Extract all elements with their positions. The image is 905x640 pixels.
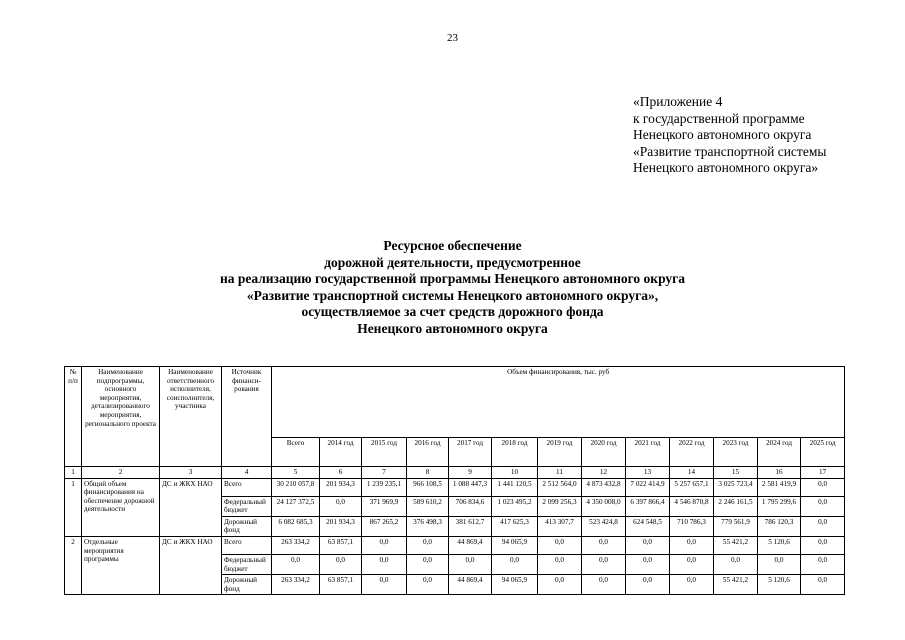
value-cell: 4 873 432,8 — [582, 478, 626, 496]
row-source: Федеральный бюджет — [222, 554, 272, 574]
value-cell: 1 239 235,1 — [362, 478, 407, 496]
row-number: 2 — [65, 536, 82, 594]
value-cell: 966 108,5 — [407, 478, 449, 496]
value-cell: 0,0 — [362, 536, 407, 554]
value-cell: 0,0 — [758, 554, 801, 574]
table-body — [65, 467, 845, 595]
appendix-line: «Развитие транспортной системы — [633, 143, 827, 159]
value-cell: 263 334,2 — [272, 536, 320, 554]
year-header: 2014 год — [320, 438, 362, 467]
row-source: Дорожный фонд — [222, 575, 272, 595]
value-cell: 3 025 723,4 — [714, 478, 758, 496]
value-cell: 0,0 — [362, 575, 407, 595]
value-cell: 44 869,4 — [449, 575, 492, 595]
title-line: Ненецкого автономного округа — [357, 320, 548, 336]
column-number: 6 — [320, 467, 362, 479]
column-number: 16 — [758, 467, 801, 479]
value-cell: 0,0 — [538, 554, 582, 574]
value-cell: 201 934,3 — [320, 478, 362, 496]
value-cell: 376 498,3 — [407, 516, 449, 536]
value-cell: 371 969,9 — [362, 496, 407, 516]
value-cell: 5 120,6 — [758, 536, 801, 554]
value-cell: 2 581 419,9 — [758, 478, 801, 496]
title-line: осуществляемое за счет средств дорожного фонда — [301, 304, 604, 319]
value-cell: 0,0 — [582, 554, 626, 574]
value-cell: 0,0 — [801, 516, 845, 536]
year-header: 2023 год — [714, 438, 758, 467]
column-number: 4 — [222, 467, 272, 479]
value-cell: 55 421,2 — [714, 575, 758, 595]
column-number: 7 — [362, 467, 407, 479]
column-number: 5 — [272, 467, 320, 479]
year-header: 2025 год — [801, 438, 845, 467]
value-cell: 0,0 — [626, 554, 670, 574]
value-cell: 0,0 — [492, 554, 538, 574]
value-cell: 0,0 — [670, 536, 714, 554]
year-header: 2019 год — [538, 438, 582, 467]
value-cell: 0,0 — [801, 478, 845, 496]
value-cell: 0,0 — [582, 575, 626, 595]
value-cell: 0,0 — [670, 554, 714, 574]
column-number: 12 — [582, 467, 626, 479]
row-source: Дорожный фонд — [222, 516, 272, 536]
value-cell: 24 127 372,5 — [272, 496, 320, 516]
column-number: 2 — [82, 467, 160, 479]
row-source: Всего — [222, 478, 272, 496]
table-row — [65, 536, 845, 554]
value-cell: 5 120,6 — [758, 575, 801, 595]
year-header: 2024 год — [758, 438, 801, 467]
appendix-line: Ненецкого автономного округа» — [633, 160, 819, 175]
title-line: на реализацию государственной программы Ненецкого автономного округа — [219, 271, 686, 286]
value-cell: 0,0 — [801, 554, 845, 574]
column-number: 15 — [714, 467, 758, 479]
row-responsible: ДС и ЖКХ НАО — [160, 478, 222, 536]
appendix-line: Ненецкого автономного округа — [633, 127, 812, 142]
value-cell: 0,0 — [538, 536, 582, 554]
header-funding: Объем финансирования, тыс. руб — [272, 367, 845, 438]
appendix-line: «Приложение 4 — [633, 94, 723, 109]
row-name: Общий объем финансирования на обеспечение дорожной деятельности — [82, 478, 160, 536]
value-cell: 94 065,9 — [492, 536, 538, 554]
row-source: Федеральный бюджет — [222, 496, 272, 516]
value-cell: 413 307,7 — [538, 516, 582, 536]
value-cell: 30 210 057,8 — [272, 478, 320, 496]
value-cell: 0,0 — [407, 554, 449, 574]
header-num: № п/п — [65, 367, 82, 467]
value-cell: 201 934,3 — [320, 516, 362, 536]
value-cell: 624 548,5 — [626, 516, 670, 536]
year-header: Всего — [272, 438, 320, 467]
value-cell: 4 546 870,8 — [670, 496, 714, 516]
column-number: 17 — [801, 467, 845, 479]
column-number: 13 — [626, 467, 670, 479]
value-cell: 0,0 — [714, 554, 758, 574]
year-header: 2015 год — [362, 438, 407, 467]
value-cell: 417 625,3 — [492, 516, 538, 536]
year-header: 2018 год — [492, 438, 538, 467]
value-cell: 0,0 — [801, 575, 845, 595]
value-cell: 0,0 — [407, 575, 449, 595]
header-responsible: Наименование ответственного исполнителя, соисполнителя, участника — [160, 367, 222, 467]
value-cell: 5 257 657,1 — [670, 478, 714, 496]
value-cell: 44 869,4 — [449, 536, 492, 554]
value-cell: 0,0 — [407, 536, 449, 554]
value-cell: 0,0 — [362, 554, 407, 574]
year-header: 2017 год — [449, 438, 492, 467]
column-number: 1 — [65, 467, 82, 479]
column-number: 11 — [538, 467, 582, 479]
value-cell: 4 350 008,0 — [582, 496, 626, 516]
row-number: 1 — [65, 478, 82, 536]
value-cell: 523 424,8 — [582, 516, 626, 536]
column-numbers-row — [65, 467, 845, 479]
value-cell: 0,0 — [582, 536, 626, 554]
value-cell: 867 265,2 — [362, 516, 407, 536]
value-cell: 0,0 — [801, 536, 845, 554]
value-cell: 63 857,1 — [320, 575, 362, 595]
value-cell: 710 786,3 — [670, 516, 714, 536]
year-header: 2016 год — [407, 438, 449, 467]
appendix-line: к государственной программе — [633, 110, 805, 126]
value-cell: 0,0 — [538, 575, 582, 595]
value-cell: 2 099 256,3 — [538, 496, 582, 516]
document-title — [0, 238, 905, 337]
column-number: 3 — [160, 467, 222, 479]
page-number: 23 — [447, 32, 458, 44]
value-cell: 94 065,9 — [492, 575, 538, 595]
appendix-note — [633, 94, 826, 177]
header-name: Наименование подпрограммы, основного мероприятия, детализированного мероприятия, регионального проекта — [82, 367, 160, 467]
value-cell: 63 857,1 — [320, 536, 362, 554]
year-header: 2020 год — [582, 438, 626, 467]
value-cell: 589 610,2 — [407, 496, 449, 516]
value-cell: 2 512 564,0 — [538, 478, 582, 496]
value-cell: 1 023 495,2 — [492, 496, 538, 516]
column-number: 10 — [492, 467, 538, 479]
value-cell: 0,0 — [272, 554, 320, 574]
value-cell: 6 082 685,3 — [272, 516, 320, 536]
row-responsible: ДС и ЖКХ НАО — [160, 536, 222, 594]
value-cell: 1 441 120,5 — [492, 478, 538, 496]
title-line: дорожной деятельности, предусмотренное — [324, 254, 581, 270]
title-line: Ресурсное обеспечение — [383, 238, 522, 253]
value-cell: 1 088 447,3 — [449, 478, 492, 496]
value-cell: 786 120,3 — [758, 516, 801, 536]
row-source: Всего — [222, 536, 272, 554]
row-name: Отдельные мероприятия программы — [82, 536, 160, 594]
header-source: Источник финанси-рования — [222, 367, 272, 467]
value-cell: 55 421,2 — [714, 536, 758, 554]
year-header: 2022 год — [670, 438, 714, 467]
value-cell: 7 022 414,9 — [626, 478, 670, 496]
funding-table — [64, 366, 845, 595]
value-cell: 0,0 — [449, 554, 492, 574]
value-cell: 1 795 299,6 — [758, 496, 801, 516]
title-line: «Развитие транспортной системы Ненецкого автономного округа», — [246, 287, 659, 303]
value-cell: 6 397 866,4 — [626, 496, 670, 516]
table-row — [65, 478, 845, 496]
value-cell: 0,0 — [320, 554, 362, 574]
year-header: 2021 год — [626, 438, 670, 467]
value-cell: 0,0 — [320, 496, 362, 516]
value-cell: 2 246 161,5 — [714, 496, 758, 516]
value-cell: 381 612,7 — [449, 516, 492, 536]
value-cell: 0,0 — [801, 496, 845, 516]
value-cell: 0,0 — [626, 536, 670, 554]
column-number: 14 — [670, 467, 714, 479]
value-cell: 0,0 — [670, 575, 714, 595]
value-cell: 779 561,9 — [714, 516, 758, 536]
column-number: 8 — [407, 467, 449, 479]
value-cell: 0,0 — [626, 575, 670, 595]
value-cell: 706 834,6 — [449, 496, 492, 516]
value-cell: 263 334,2 — [272, 575, 320, 595]
column-number: 9 — [449, 467, 492, 479]
